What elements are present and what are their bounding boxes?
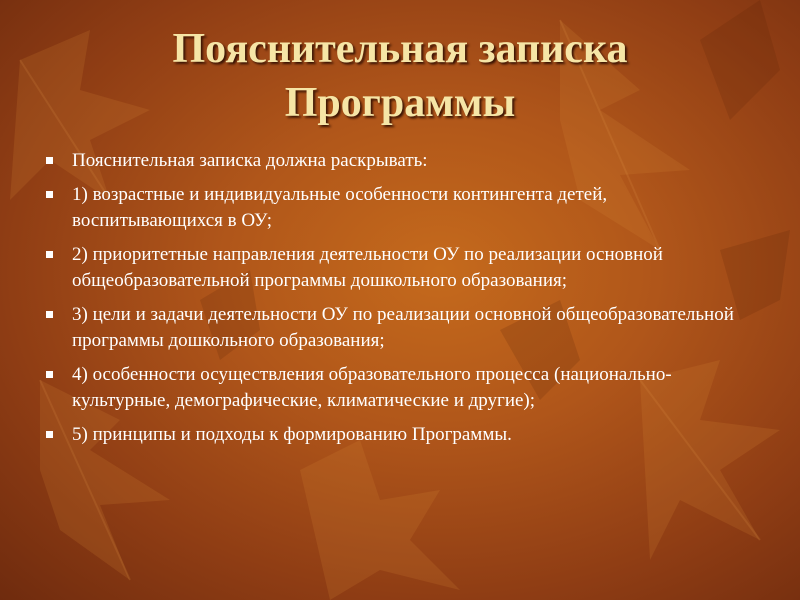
bullet-text: 4) особенности осуществления образовательного процесса (национально-культурные, демографические, климатические и другие); — [72, 364, 672, 411]
bullet-text: Пояснительная записка должна раскрывать: — [72, 150, 428, 171]
bullet-text: 1) возрастные и индивидуальные особенности контингента детей, воспитывающихся в ОУ; — [72, 184, 608, 231]
bullet-item-1 — [44, 182, 744, 234]
bullet-text: 2) приоритетные направления деятельности ОУ по реализации основной общеобразовательной программы дошкольного образования; — [72, 244, 663, 291]
square-bullet-icon — [46, 157, 53, 164]
slide-title — [0, 22, 800, 130]
bullet-item-3 — [44, 302, 744, 354]
square-bullet-icon — [46, 251, 53, 258]
slide-title-line-1: Пояснительная записка — [172, 26, 628, 72]
slide-title-line-2: Программы — [284, 80, 516, 126]
bullet-list — [44, 148, 744, 456]
square-bullet-icon — [46, 191, 53, 198]
bullet-item-4 — [44, 362, 744, 414]
square-bullet-icon — [46, 431, 53, 438]
square-bullet-icon — [46, 371, 53, 378]
bullet-text: 3) цели и задачи деятельности ОУ по реализации основной общеобразовательной программы дошкольного образования; — [72, 304, 734, 351]
square-bullet-icon — [46, 311, 53, 318]
bullet-item-2 — [44, 242, 744, 294]
bullet-text: 5) принципы и подходы к формированию Программы. — [72, 424, 512, 445]
bullet-item-5 — [44, 422, 744, 448]
bullet-item-intro — [44, 148, 744, 174]
